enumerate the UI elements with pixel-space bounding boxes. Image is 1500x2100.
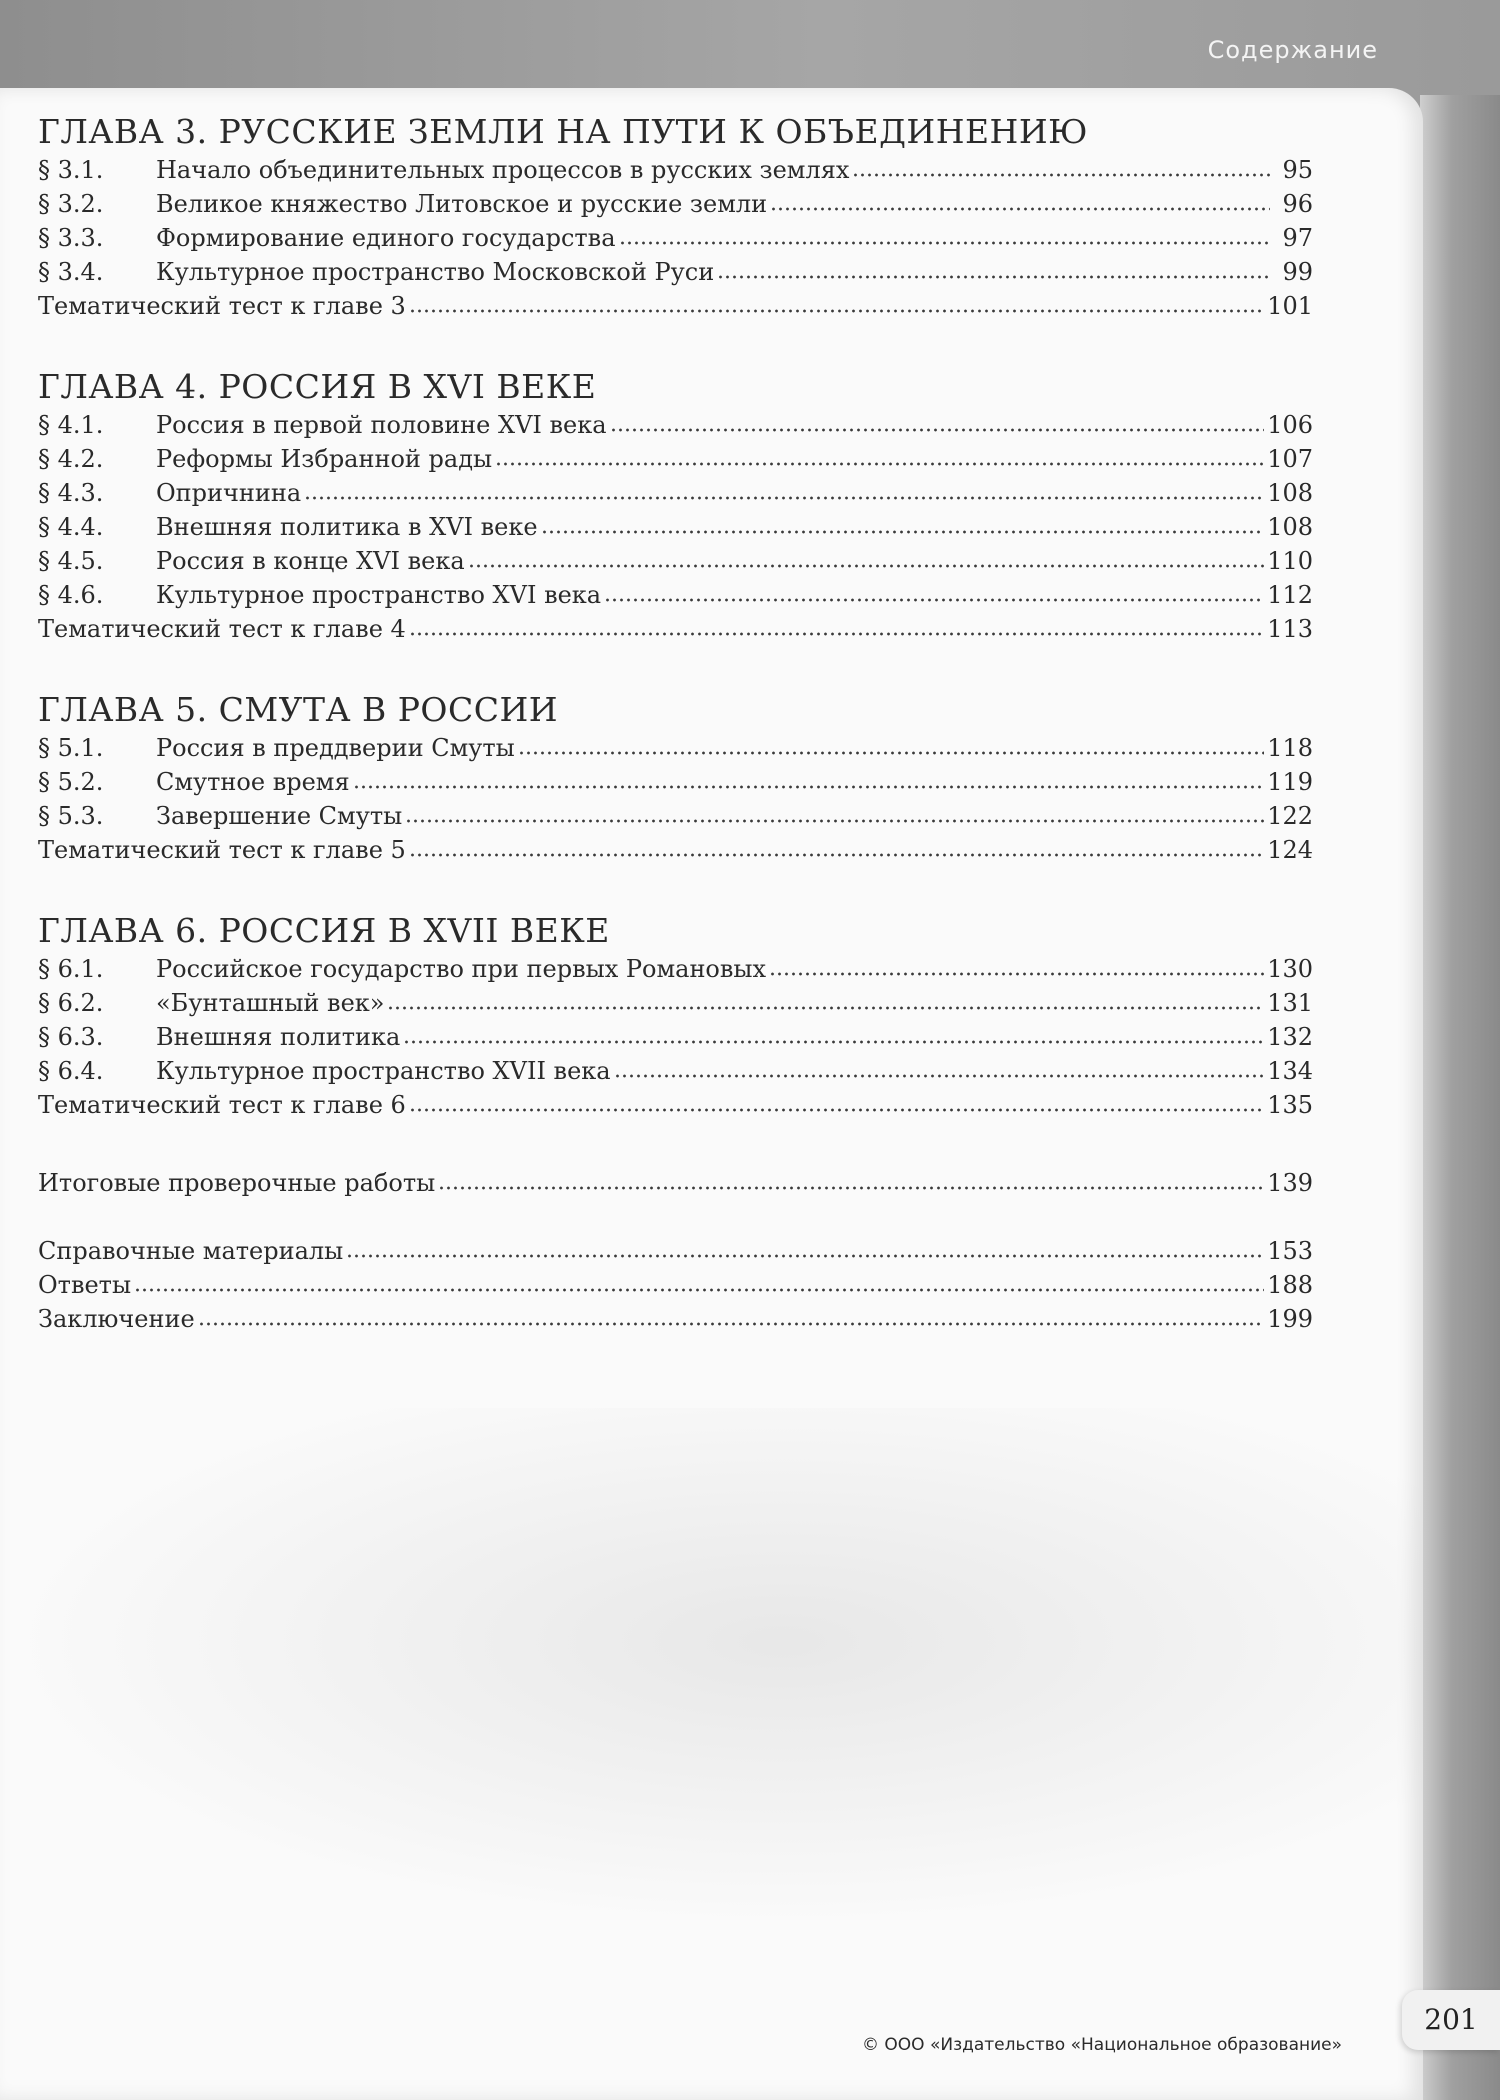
toc-entry-answers[interactable]: [38, 1268, 1313, 1302]
back-matter-title: Заключение: [38, 1305, 195, 1333]
toc-entry[interactable]: [38, 986, 1313, 1020]
page-number: 201: [1424, 2003, 1478, 2036]
toc-entry[interactable]: [38, 187, 1313, 221]
toc-entry[interactable]: [38, 765, 1313, 799]
toc-entry[interactable]: [38, 476, 1313, 510]
page-ref: 131: [1267, 989, 1313, 1017]
section-number: § 3.2.: [38, 190, 104, 218]
section-title: Великое княжество Литовское и русские земли: [156, 190, 768, 218]
dot-leader: [619, 240, 1270, 246]
test-title: Тематический тест к главе 4: [38, 615, 406, 643]
dot-leader: [409, 631, 1264, 637]
chapter-title: ГЛАВА 5. СМУТА В РОССИИ: [38, 690, 559, 729]
toc-entry-test[interactable]: [38, 289, 1313, 323]
dot-leader: [717, 274, 1270, 280]
section-title: Культурное пространство XVII века: [156, 1057, 611, 1085]
toc-entry-test[interactable]: [38, 1088, 1313, 1122]
page-ref: 97: [1282, 224, 1313, 252]
dot-leader: [495, 461, 1264, 467]
spacer: [38, 1200, 1313, 1234]
dot-leader: [852, 172, 1270, 178]
test-title: Тематический тест к главе 3: [38, 292, 406, 320]
section-title: Реформы Избранной рады: [156, 445, 493, 473]
toc-entry-final-works[interactable]: [38, 1166, 1313, 1200]
dot-leader: [409, 1107, 1264, 1113]
section-title: Россия в первой половине XVI века: [156, 411, 607, 439]
page-ref: 139: [1267, 1169, 1313, 1197]
dot-leader: [518, 750, 1264, 756]
toc-entry[interactable]: [38, 255, 1313, 289]
dot-leader: [387, 1005, 1264, 1011]
section-number: § 6.3.: [38, 1023, 104, 1051]
toc-entry[interactable]: [38, 408, 1313, 442]
page-ref: 106: [1267, 411, 1313, 439]
dot-leader: [134, 1287, 1264, 1293]
page-ref: 135: [1267, 1091, 1313, 1119]
page-number-tab: [1402, 1990, 1500, 2050]
section-title: Внешняя политика в XVI веке: [156, 513, 538, 541]
page-ref: 108: [1267, 513, 1313, 541]
page-ref: 113: [1267, 615, 1313, 643]
page-ref: 95: [1282, 156, 1313, 184]
page-ref: 119: [1267, 768, 1313, 796]
dot-leader: [353, 784, 1265, 790]
page-ref: 108: [1267, 479, 1313, 507]
test-title: Тематический тест к главе 6: [38, 1091, 406, 1119]
page-ref: 101: [1267, 292, 1313, 320]
section-title: Россия в конце XVI века: [156, 547, 465, 575]
section-title: Опричнина: [156, 479, 302, 507]
page-ref: 112: [1267, 581, 1313, 609]
dot-leader: [769, 971, 1264, 977]
section-number: § 6.4.: [38, 1057, 104, 1085]
back-matter-title: Справочные материалы: [38, 1237, 344, 1265]
section-number: § 4.2.: [38, 445, 104, 473]
dot-leader: [438, 1185, 1264, 1191]
section-number: § 5.1.: [38, 734, 104, 762]
toc-entry[interactable]: [38, 153, 1313, 187]
page-ref: 132: [1267, 1023, 1313, 1051]
page-ref: 96: [1282, 190, 1313, 218]
toc-entry[interactable]: [38, 1020, 1313, 1054]
dot-leader: [610, 427, 1265, 433]
toc-entry-test[interactable]: [38, 833, 1313, 867]
section-number: § 3.4.: [38, 258, 104, 286]
dot-leader: [541, 529, 1265, 535]
toc-entry[interactable]: [38, 952, 1313, 986]
chapter-title: ГЛАВА 4. РОССИЯ В XVI ВЕКЕ: [38, 367, 597, 406]
section-number: § 6.1.: [38, 955, 104, 983]
section-title: Начало объединительных процессов в русских землях: [156, 156, 850, 184]
section-number: § 4.3.: [38, 479, 104, 507]
chapter-title: ГЛАВА 6. РОССИЯ В XVII ВЕКЕ: [38, 911, 610, 950]
section-number: § 3.3.: [38, 224, 104, 252]
page-edge: [1420, 95, 1500, 2100]
page-ref: 188: [1267, 1271, 1313, 1299]
dot-leader: [403, 1039, 1264, 1045]
toc-entry-reference[interactable]: [38, 1234, 1313, 1268]
back-matter-title: Ответы: [38, 1271, 132, 1299]
section-number: § 6.2.: [38, 989, 104, 1017]
running-head: Содержание: [1207, 36, 1378, 64]
chapter-4: [38, 367, 1313, 646]
page-ref: 134: [1267, 1057, 1313, 1085]
dot-leader: [468, 563, 1265, 569]
section-title: Смутное время: [156, 768, 350, 796]
toc-entry-conclusion[interactable]: [38, 1302, 1313, 1336]
section-title: Культурное пространство Московской Руси: [156, 258, 715, 286]
section-title: Культурное пространство XVI века: [156, 581, 602, 609]
section-number: § 4.6.: [38, 581, 104, 609]
section-title: Россия в преддверии Смуты: [156, 734, 515, 762]
section-number: § 4.4.: [38, 513, 104, 541]
chapter-6: [38, 911, 1313, 1122]
page-ref: 199: [1267, 1305, 1313, 1333]
toc-entry[interactable]: [38, 544, 1313, 578]
toc-entry[interactable]: [38, 221, 1313, 255]
page-ref: 153: [1267, 1237, 1313, 1265]
section-title: «Бунташный век»: [156, 989, 385, 1017]
section-number: § 5.2.: [38, 768, 104, 796]
section-number: § 3.1.: [38, 156, 104, 184]
page-ref: 118: [1267, 734, 1313, 762]
page-ref: 110: [1267, 547, 1313, 575]
chapter-3: [38, 112, 1313, 323]
page-shadow: [0, 1408, 1423, 1928]
test-title: Тематический тест к главе 5: [38, 836, 406, 864]
dot-leader: [770, 206, 1270, 212]
section-number: § 4.5.: [38, 547, 104, 575]
toc-entry[interactable]: [38, 578, 1313, 612]
section-number: § 5.3.: [38, 802, 104, 830]
final-works-title: Итоговые проверочные работы: [38, 1169, 436, 1197]
chapter-title: ГЛАВА 3. РУССКИЕ ЗЕМЛИ НА ПУТИ К ОБЪЕДИНЕНИЮ: [38, 112, 1088, 151]
page-ref: 122: [1267, 802, 1313, 830]
page-ref: 107: [1267, 445, 1313, 473]
dot-leader: [405, 818, 1264, 824]
chapter-5: [38, 690, 1313, 867]
toc-entry-test[interactable]: [38, 612, 1313, 646]
toc-entry[interactable]: [38, 510, 1313, 544]
toc-entry[interactable]: [38, 799, 1313, 833]
table-of-contents: [38, 112, 1313, 1336]
page-ref: 130: [1267, 955, 1313, 983]
toc-entry[interactable]: [38, 731, 1313, 765]
dot-leader: [614, 1073, 1265, 1079]
dot-leader: [409, 852, 1264, 858]
dot-leader: [346, 1253, 1264, 1259]
dot-leader: [304, 495, 1264, 501]
copyright-notice: © ООО «Издательство «Национальное образование»: [862, 2035, 1343, 2055]
toc-entry[interactable]: [38, 442, 1313, 476]
section-title: Российское государство при первых Романовых: [156, 955, 767, 983]
page-ref: 99: [1282, 258, 1313, 286]
dot-leader: [409, 308, 1264, 314]
section-title: Формирование единого государства: [156, 224, 616, 252]
dot-leader: [604, 597, 1264, 603]
section-title: Завершение Смуты: [156, 802, 403, 830]
section-number: § 4.1.: [38, 411, 104, 439]
dot-leader: [198, 1321, 1265, 1327]
toc-entry[interactable]: [38, 1054, 1313, 1088]
section-title: Внешняя политика: [156, 1023, 401, 1051]
page-ref: 124: [1267, 836, 1313, 864]
